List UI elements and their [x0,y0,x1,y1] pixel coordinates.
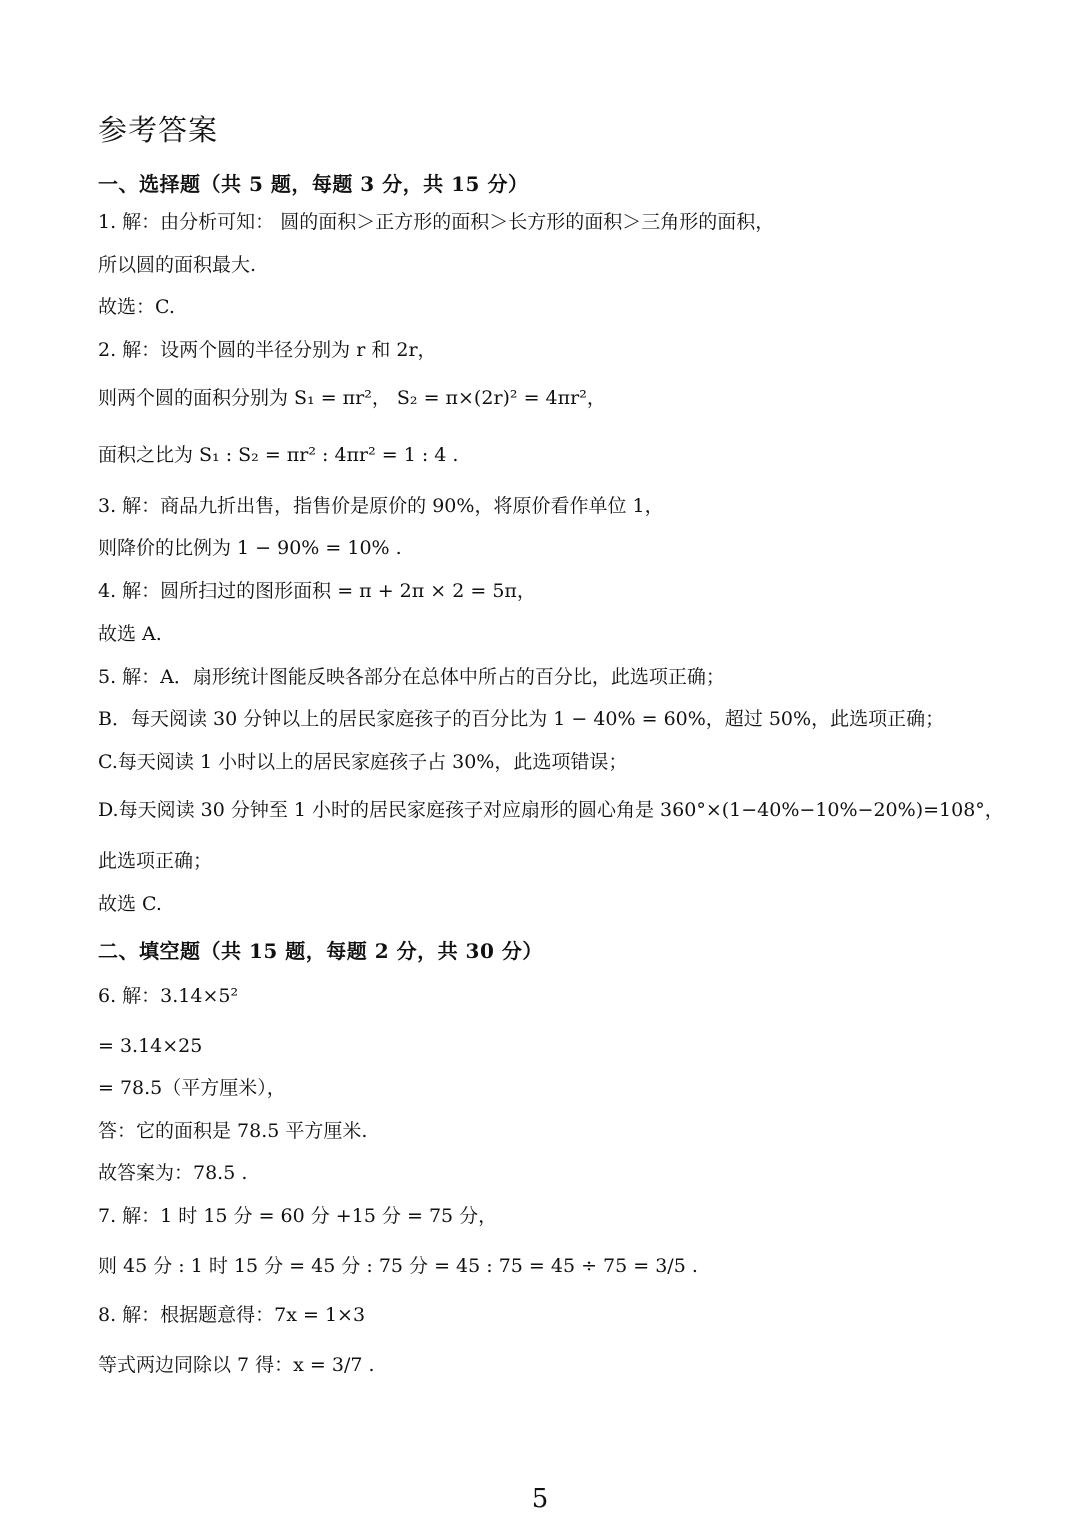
answer-line: C.每天阅读 1 小时以上的居民家庭孩子占 30%，此选项错误； [98,751,628,773]
section-heading-choice: 一、选择题（共 5 题，每题 3 分，共 15 分） [98,172,529,196]
answer-line: 所以圆的面积最大. [98,254,257,276]
answer-line: B．每天阅读 30 分钟以上的居民家庭孩子的百分比为 1 − 40% = 60%，超过 50%，此选项正确； [98,708,945,730]
answer-line: 3. 解：商品九折出售，指售价是原价的 90%，将原价看作单位 1， [98,495,664,517]
answer-line: 等式两边同除以 7 得：x = 3/7 . [98,1354,375,1376]
answer-line: 则 45 分 : 1 时 15 分 = 45 分 : 75 分 = 45 : 75 = 45 ÷ 75 = 3/5 . [98,1255,698,1277]
page-title: 参考答案 [98,113,219,147]
answer-line: 则降价的比例为 1 − 90% = 10% . [98,537,402,559]
answer-line: 1. 解：由分析可知： 圆的面积＞正方形的面积＞长方形的面积＞三角形的面积， [98,211,775,233]
answer-line: = 3.14×25 [98,1035,203,1057]
answer-line: 6. 解：3.14×5² [98,985,239,1007]
answer-line: = 78.5（平方厘米）， [98,1077,286,1099]
section-heading-fill: 二、填空题（共 15 题，每题 2 分，共 30 分） [98,939,543,963]
answer-line: 5. 解：A．扇形统计图能反映各部分在总体中所占的百分比，此选项正确； [98,666,725,688]
answer-line: 7. 解：1 时 15 分 = 60 分 +15 分 = 75 分， [98,1205,498,1227]
answer-line: 故选 A. [98,623,162,645]
answer-line: 此选项正确； [98,850,213,872]
answer-line: 答：它的面积是 78.5 平方厘米. [98,1120,368,1142]
answer-line: D.每天阅读 30 分钟至 1 小时的居民家庭孩子对应扇形的圆心角是 360°×(1−40%−10%−20%)=108°， [98,799,1004,821]
answer-line: 2. 解：设两个圆的半径分别为 r 和 2r， [98,339,437,361]
answer-line: 4. 解：圆所扫过的图形面积 = π + 2π × 2 = 5π， [98,580,536,602]
answer-line: 则两个圆的面积分别为 S₁ = πr²， S₂ = π×(2r)² = 4πr²， [98,387,606,409]
answer-line: 面积之比为 S₁ : S₂ = πr² : 4πr² = 1 : 4 . [98,444,459,466]
answer-line: 故选 C. [98,893,162,915]
answer-line: 8. 解：根据题意得：7x = 1×3 [98,1304,366,1326]
page-number: 5 [531,1484,549,1514]
answer-line: 故答案为：78.5 . [98,1162,248,1184]
answer-line: 故选：C. [98,296,175,318]
